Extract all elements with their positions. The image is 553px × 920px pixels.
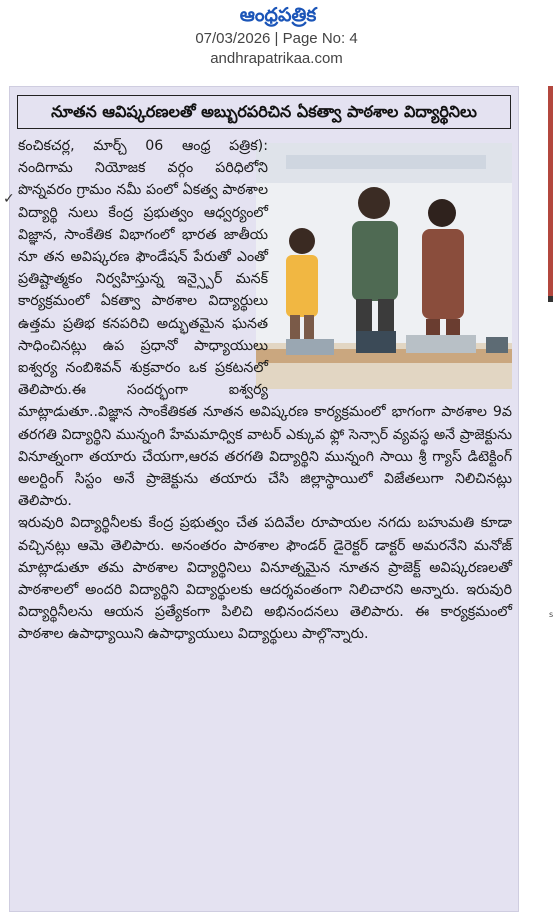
photo-spacer [268, 135, 512, 387]
adjacent-clip-mark: s [549, 610, 553, 619]
newspaper-logo[interactable]: ఆంధ్రపత్రిక [239, 4, 317, 26]
date-page-line: 07/03/2026 | Page No: 4 [195, 30, 358, 47]
article-paragraph-1: కంచికచర్ల, మార్చ్ 06 ఆంధ్ర పత్రిక): నందిగామ నియోజక వర్గం పరిధిలోని పొన్నవరం గ్రామం నమీ పంలో ఏకత్వ పాఠశాల విద్యార్థి నులు కేంద్ర ప్రభుత్వం ఆధ్వర్యంలో విజ్ఞాన, సాంకేతిక విభాగంలో భారత జాతీయ నూ తన అవిష్కరణ ఫౌండేషన్ పేరుతో ఎంతో ప్రతిష్టాత్మకం నిర్వహిస్తున్న ఇన్స్పైర్ మనక్ కార్యక్రమంలో ఏకత్వా పాఠశాల విద్యార్థులు ఉత్తమ ప్రతిభ కనపరిచి అద్భుతమైన ఘనత సాధించినట్లు ఉప ప్రధానో పాధ్యాయులు ఐశ్వర్య నంబిశివన్ శుక్రవారం ఒక ప్రకటనలో తెలిపారు.ఈ సందర్భంగా ఐశ్వర్య మాట్లాడుతూ..విజ్ఞాన సాంకేతికత నూతన అవిష్కరణ కార్యక్రమంలో భాగంగా పాఠశాల 9వ తరగతి విద్యార్థిని మున్నంగి హేమమాధ్విక వాటర్ ఎక్కువ ఫ్లో సెన్సార్ వ్యవస్థ అనే ప్రాజెక్టును వినూత్నంగా తయారు చేయగా,ఆరవ తరగతి విద్యార్థిని మున్నంగి సాయి శ్రీ గ్యాస్ డిటెక్టింగ్ అలర్టింగ్ సిస్టం అనే ప్రాజెక్టును తయారు చేసి జిల్లాస్థాయిలో విజేతలుగా నిలిచినట్లు తెలిపారు. [18, 138, 512, 510]
article-paragraph-2: ఇరువురి విద్యార్థినీలకు కేంద్ర ప్రభుత్వం చేత పదివేల రూపాయల నగదు బహుమతి కూడా వచ్చినట్లు ఆమె తెలిపారు. అనంతరం పాఠశాల ఫౌండర్ డైరెక్టర్ డాక్టర్ అమరనేని మనోజ్ మాట్లాడుతూ తమ పాఠశాల విద్యార్థినిలు వినూత్నమైన నూతన ప్రాజెక్ట్ అవిష్కరణలతో పాఠశాలలో అందరి విద్యార్థిని విద్యార్థులకు ఆదర్శవంతంగా నిలిచారని అన్నారు. ఇరువురి విద్యార్థినీలను ఆయన ప్రత్యేకంగా పిలిచి అభినందనలు తెలిపారు. ఈ కార్యక్రమంలో పాఠశాల ఉపాధ్యాయిని ఉపాధ్యాయులు విద్యార్థులు పాల్గొన్నారు. [18, 515, 512, 643]
adjacent-clip-edge [548, 86, 553, 296]
news-clipping [3, 86, 519, 912]
website-link[interactable]: andhrapatrikaa.com [210, 50, 343, 67]
article-headline: నూతన ఆవిష్కరణలతో అబ్బురపరిచిన ఏకత్వా పాఠశాల విద్యార్థినిలు [17, 95, 511, 129]
masthead [0, 0, 553, 74]
adjacent-clip-edge-dark [548, 296, 553, 302]
article-body [18, 135, 512, 646]
check-mark-icon: ✓ [3, 191, 15, 207]
